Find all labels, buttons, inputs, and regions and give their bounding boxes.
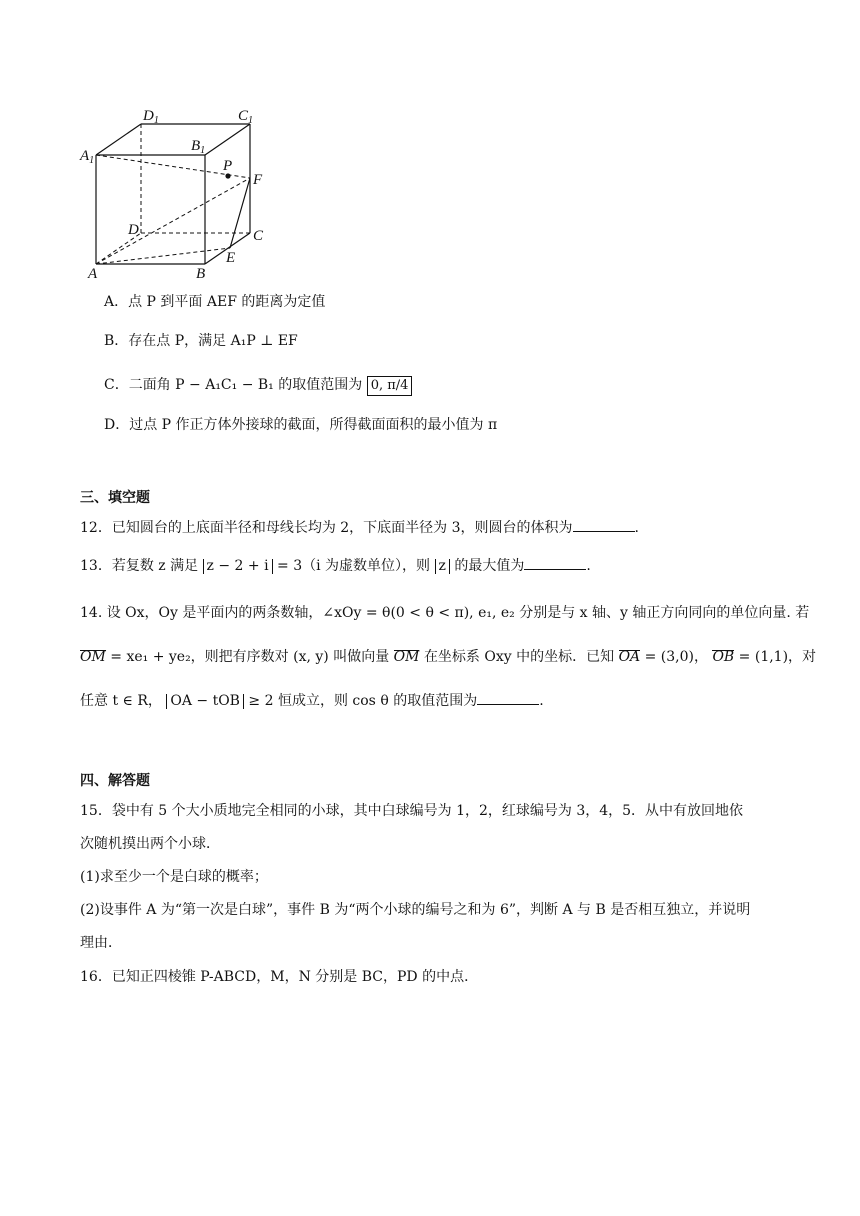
cube-figure — [0, 0, 860, 300]
label-e: E — [226, 250, 236, 266]
label-d1: $D_1$ — [143, 108, 159, 126]
answer-blank — [524, 557, 586, 570]
option-c-range: 0, π/4 — [367, 376, 413, 396]
option-a: A．点 P 到平面 AEF 的距离为定值 — [104, 294, 326, 310]
section-title-fill-blank: 三、填空题 — [80, 490, 150, 506]
question-15-line-1: 15．袋中有 5 个大小质地完全相同的小球，其中白球编号为 1，2，红球编号为 3，4，5．从中有放回地依 — [80, 803, 744, 819]
edge-a1-d1 — [96, 124, 141, 155]
question-15-part-2-cont: 理由． — [80, 935, 122, 951]
label-c1: $C_1$ — [238, 108, 254, 126]
abs-z: z — [435, 559, 450, 574]
label-p: P — [223, 158, 233, 174]
label-d: D — [128, 222, 139, 238]
question-15-part-1: (1)求至少一个是白球的概率； — [80, 869, 268, 885]
label-b: B — [196, 266, 206, 282]
label-b1: $B_1$ — [191, 138, 206, 156]
vector-om: OM — [393, 649, 420, 665]
abs-expression: z − 2 + i — [203, 559, 273, 574]
option-c-text: C．二面角 P − A₁C₁ − B₁ 的取值范围为 — [104, 377, 363, 393]
question-15-line-2: 次随机摸出两个小球． — [80, 836, 220, 852]
vector-om: OM — [80, 649, 106, 665]
question-12: 12．已知圆台的上底面半径和母线长均为 2，下底面半径为 3，则圆台的体积为 . — [80, 520, 639, 536]
question-14-line-1: 14. 设 Ox，Oy 是平面内的两条数轴，∠xOy = θ(0 < θ < π), e₁, e₂ 分别是与 x 轴、y 轴正方向同向的单位向量. 若 — [80, 605, 810, 621]
section-title-solutions: 四、解答题 — [80, 773, 150, 789]
question-15-part-2: (2)设事件 A 为“第一次是白球”，事件 B 为“两个小球的编号之和为 6”，判断 A 与 B 是否相互独立，并说明 — [80, 902, 751, 918]
answer-blank — [573, 519, 635, 532]
label-f: F — [253, 172, 263, 188]
question-13: 13．若复数 z 满足 z − 2 + i = 3（i 为虚数单位），则 z 的最大值为 . — [80, 558, 591, 574]
segment-e-f — [230, 178, 250, 248]
label-c: C — [253, 228, 264, 244]
abs-vector-expression: OA − tOB — [166, 694, 244, 709]
label-a: A — [88, 266, 98, 282]
vector-ob: OB — [712, 649, 735, 665]
question-14-line-3: 任意 t ∈ R， OA − tOB ≥ 2 恒成立，则 cos θ 的取值范围为 . — [80, 693, 544, 709]
label-a1: $A_1$ — [80, 148, 95, 166]
question-16: 16．已知正四棱锥 P-ABCD，M，N 分别是 BC，PD 的中点． — [80, 969, 479, 985]
answer-blank — [477, 692, 539, 705]
option-d: D．过点 P 作正方体外接球的截面，所得截面面积的最小值为 π — [104, 417, 498, 433]
question-14-line-2: OM = xe₁ + ye₂，则把有序数对 (x, y) 叫做向量 OM 在坐标系 Oxy 中的坐标．已知 OA = (3,0)， OB = (1,1)，对 — [80, 649, 817, 665]
option-b: B．存在点 P，满足 A₁P ⊥ EF — [104, 333, 298, 349]
point-p — [225, 173, 230, 178]
option-c — [104, 376, 412, 396]
edge-c1-b1 — [205, 124, 250, 155]
vector-oa: OA — [618, 649, 641, 665]
